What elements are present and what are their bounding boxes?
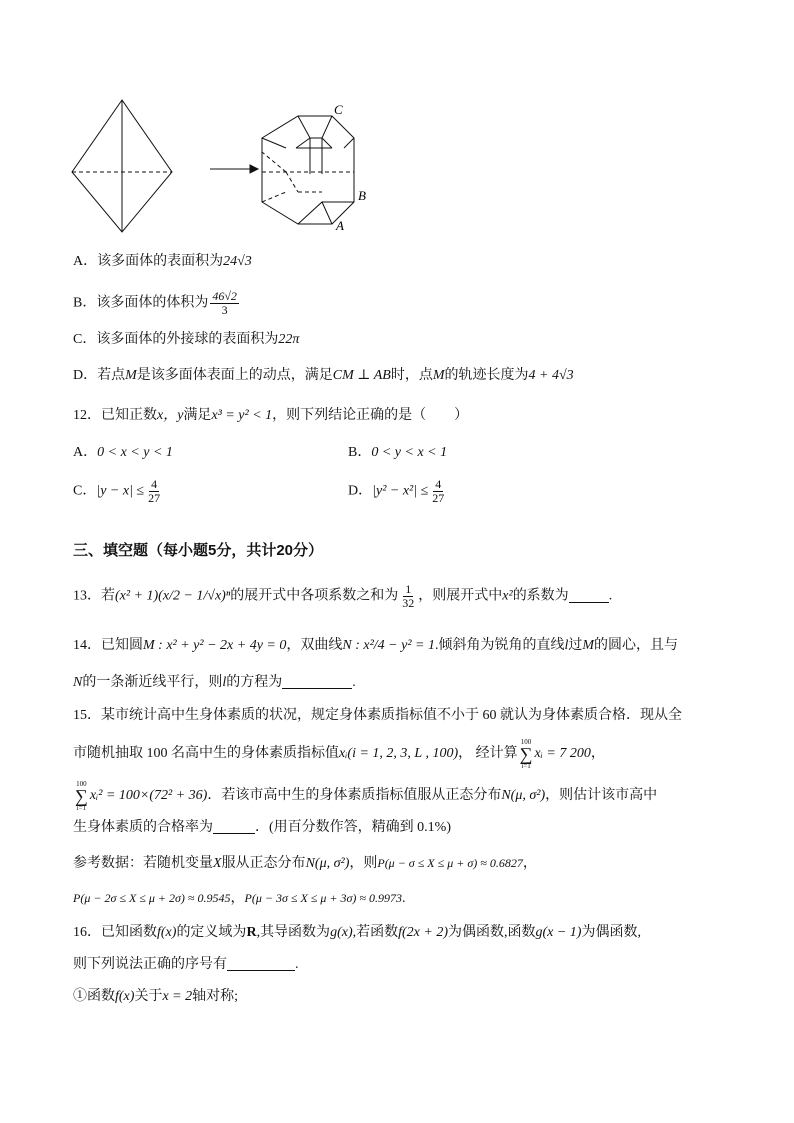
truncated-top-face <box>298 116 332 138</box>
answer-blank[interactable] <box>569 588 609 603</box>
truncated-edge-3 <box>296 138 310 148</box>
q11-option-b: B．该多面体的体积为 $\frac{46√2}{3}$ <box>73 289 237 317</box>
q16-line-1: 16．已知函数f(x)的定义域为R,其导函数为g(x),若函数f(2x + 2)为偶函数,函数g(x − 1)为偶函数, <box>73 925 641 940</box>
q14-line-2: N的一条渐近线平行，则l的方程为 . <box>73 675 356 690</box>
q11-option-a: A．该多面体的表面积为24√3 <box>73 254 252 269</box>
truncated-edge-2 <box>344 138 354 148</box>
answer-blank[interactable] <box>282 674 352 689</box>
q15-reference-2: P(μ − 2σ ≤ X ≤ μ + 2σ) ≈ 0.9545，P(μ − 3σ ≤ X ≤ μ + 3σ) ≈ 0.9973. <box>73 891 406 906</box>
q16-line-2: 则下列说法正确的序号有 . <box>73 957 299 972</box>
label-b: B <box>358 188 366 203</box>
polyhedron-figure <box>60 92 390 240</box>
hidden-edges <box>262 152 354 202</box>
q12-option-c: C．|y − x| ≤ $\frac{4}{27}$ <box>73 477 161 505</box>
q11-option-c: C．该多面体的外接球的表面积为22π <box>73 332 300 347</box>
q13: 13．若(x² + 1)(x/2 − 1/√x)ⁿ的展开式中各项系数之和为 $\frac{1}{32}$ ，则展开式中x²的系数为 . <box>73 582 613 610</box>
summation-symbol: 100 ∑ i=1 <box>519 738 533 770</box>
fraction: $\frac{46√2}{3}$ <box>212 289 237 317</box>
fraction: $\frac{4}{27}$ <box>148 477 161 505</box>
q15-line-2: 市随机抽取 100 名高中生的身体素质指标值xᵢ(i = 1, 2, 3, L , 100)， 经计算 100 ∑ i=1 xᵢ = 7 200， <box>73 738 605 770</box>
q11-option-d: D．若点M是该多面体表面上的动点，满足CM ⊥ AB时，点M的轨迹长度为4 + 4√3 <box>73 368 574 383</box>
q15-line-1: 15．某市统计高中生身体素质的状况，规定身体素质指标值不小于 60 就认为身体素质合格．现从全 <box>73 708 682 723</box>
q12-option-d: D．|y² − x²| ≤ $\frac{4}{27}$ <box>348 477 445 505</box>
fraction: $\frac{1}{32}$ <box>402 582 415 610</box>
truncated-edge-4 <box>322 138 332 148</box>
truncated-bottom-face <box>298 202 332 224</box>
q16-statement-1: ①函数f(x)关于x = 2轴对称; <box>73 989 238 1004</box>
truncated-edge-1 <box>262 138 286 148</box>
q14-line-1: 14．已知圆M : x² + y² − 2x + 4y = 0，双曲线N : x²/4 − y² = 1.倾斜角为锐角的直线l过M的圆心，且与 <box>73 638 679 653</box>
section-3-title: 三、填空题（每小题5分，共计20分） <box>73 542 324 559</box>
label-c: C <box>334 102 343 117</box>
q15-reference-1: 参考数据：若随机变量X服从正态分布N(μ, σ²)，则P(μ − σ ≤ X ≤ μ + σ) ≈ 0.6827， <box>73 856 537 871</box>
answer-blank[interactable] <box>227 956 295 971</box>
answer-blank[interactable] <box>213 819 255 834</box>
q12-stem: 12．已知正数x，y满足x³ = y² < 1，则下列结论正确的是（ ） <box>73 408 469 423</box>
fraction: $\frac{4}{27}$ <box>432 477 445 505</box>
q15-line-4: 生身体素质的合格率为 ．(用百分数作答，精确到 0.1%) <box>73 820 451 835</box>
q15-line-3: 100 ∑ i=1 xᵢ² = 100×(72² + 36)．若该市高中生的身体素质指标值服从正态分布N(μ, σ²)，则估计该市高中 <box>75 780 658 812</box>
q12-option-b: B．0 < y < x < 1 <box>348 445 448 460</box>
truncated-outline <box>262 116 354 224</box>
label-a: A <box>336 218 344 233</box>
summation-symbol: 100 ∑ i=1 <box>75 780 88 812</box>
q12-option-a: A．0 < x < y < 1 <box>73 445 173 460</box>
arrow-head <box>250 165 258 173</box>
